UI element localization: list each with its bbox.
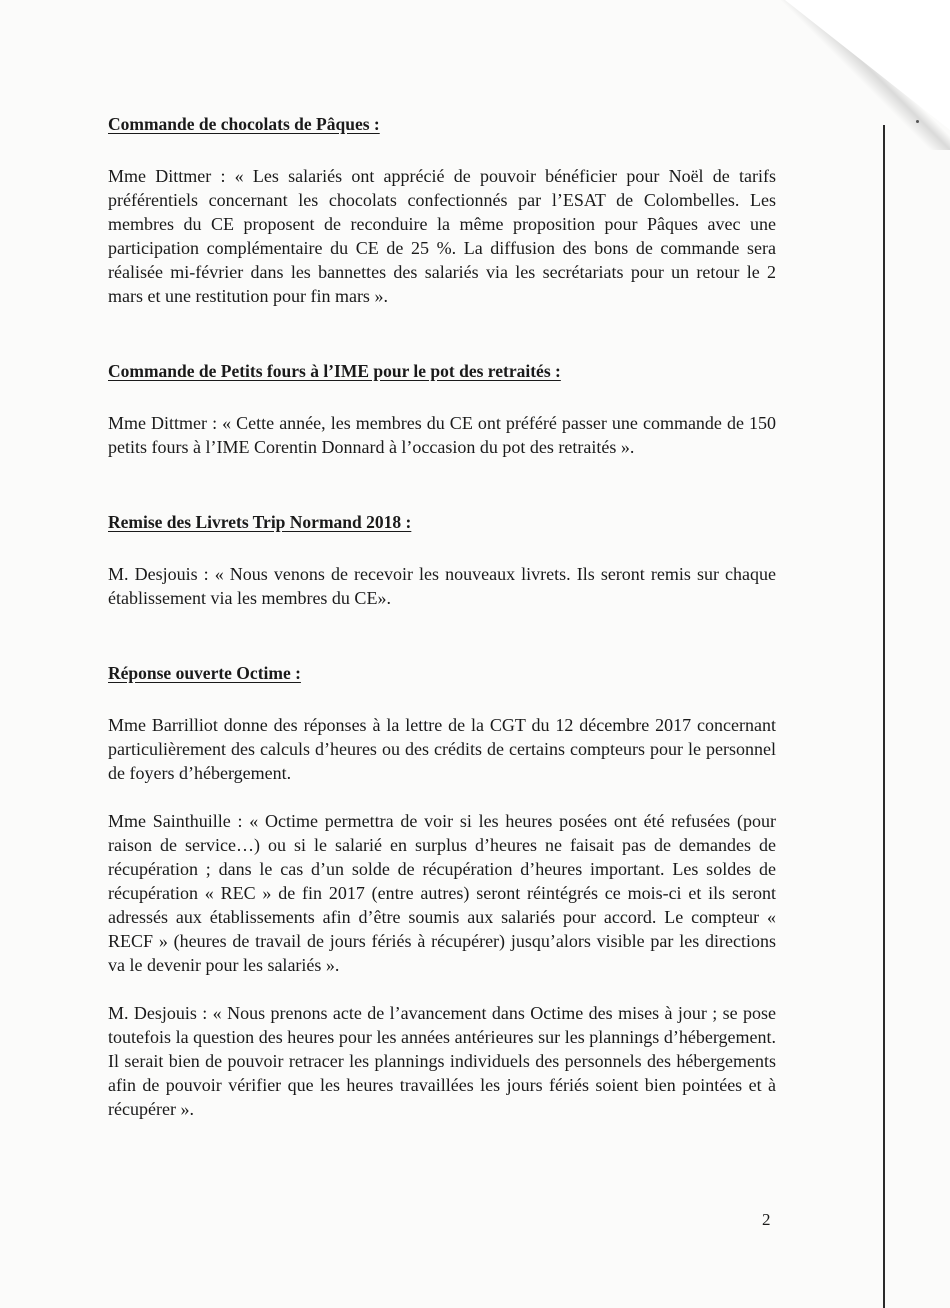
section-livrets	[108, 510, 776, 610]
section-heading: Commande de Petits fours à l’IME pour le pot des retraités :	[108, 361, 561, 381]
section-petits-fours	[108, 359, 776, 459]
page-edge-line	[883, 125, 885, 1308]
scan-speck	[916, 120, 919, 123]
section-heading: Réponse ouverte Octime :	[108, 663, 301, 683]
section-octime	[108, 661, 776, 1121]
folded-corner	[785, 0, 950, 130]
section-chocolats	[108, 112, 776, 308]
paragraph: Mme Barrilliot donne des réponses à la lettre de la CGT du 12 décembre 2017 concernant particulièrement des calculs d’heures ou des crédits de certains compteurs pour le personnel de foyers d’hébergement.	[108, 715, 776, 783]
section-heading: Remise des Livrets Trip Normand 2018 :	[108, 512, 412, 532]
paragraph: M. Desjouis : « Nous venons de recevoir les nouveaux livrets. Ils seront remis sur chaque établissement via les membres du CE».	[108, 564, 776, 608]
paragraph: Mme Dittmer : « Les salariés ont apprécié de pouvoir bénéficier pour Noël de tarifs préférentiels concernant les chocolats confectionnés par l’ESAT de Colombelles. Les membres du CE proposent de reconduire la même proposition pour Pâques avec une participation complémentaire du CE de 25 %. La diffusion des bons de commande sera réalisée mi-février dans les bannettes des salariés via les secrétariats pour un retour le 2 mars et une restitution pour fin mars ».	[108, 166, 776, 306]
section-heading: Commande de chocolats de Pâques :	[108, 114, 380, 134]
paragraph: Mme Dittmer : « Cette année, les membres du CE ont préféré passer une commande de 150 petits fours à l’IME Corentin Donnard à l’occasion du pot des retraités ».	[108, 413, 776, 457]
paragraph: M. Desjouis : « Nous prenons acte de l’avancement dans Octime des mises à jour ; se pose toutefois la question des heures pour les années antérieures sur les plannings d’hébergement. Il serait bien de pouvoir retracer les plannings individuels des personnels des hébergements afin de pouvoir vérifier que les heures travaillées les jours fériés soient bien pointées et à récupérer ».	[108, 1003, 776, 1119]
document-body	[108, 112, 776, 1172]
paragraph: Mme Sainthuille : « Octime permettra de voir si les heures posées ont été refusées (pour raison de service…) ou si le salarié en surplus d’heures ne faisait pas de demandes de récupération ; dans le cas d’un solde de récupération d’heures important. Les soldes de récupération « REC » de fin 2017 (entre autres) seront réintégrés ce mois-ci et ils seront adressés aux établissements afin d’être soumis aux salariés pour accord. Le compteur « RECF » (heures de travail de jours fériés à récupérer) jusqu’alors visible par les directions va le devenir pour les salariés ».	[108, 811, 776, 975]
page-number: 2	[762, 1210, 771, 1229]
